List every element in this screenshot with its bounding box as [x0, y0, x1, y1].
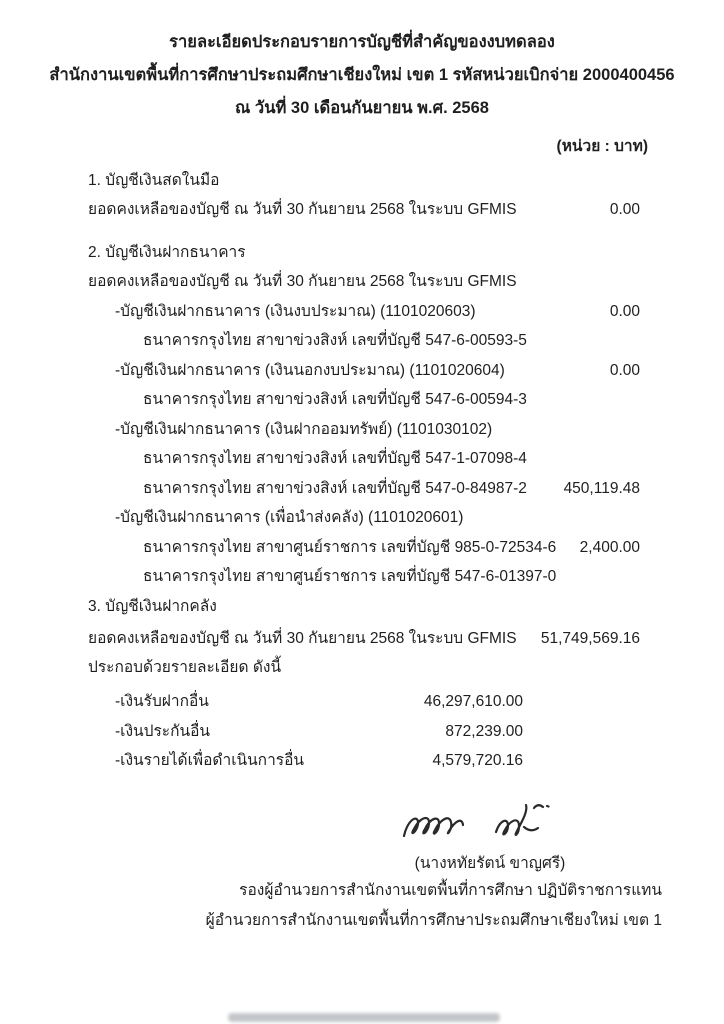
row-label: -บัญชีเงินฝากธนาคาร (เพื่อนำส่งคลัง) (1101020601) — [115, 509, 464, 526]
row-label: ธนาคารกรุงไทย สาขาข่วงสิงห์ เลขที่บัญชี 547-6-00593-5 — [143, 332, 527, 349]
doc-title-line1: รายละเอียดประกอบรายการบัญชีที่สำคัญของงบทดลอง — [169, 33, 555, 51]
detail-row — [88, 200, 640, 220]
detail-row — [88, 658, 640, 678]
detail-row — [88, 508, 640, 528]
section-3-heading: 3. บัญชีเงินฝากคลัง — [88, 598, 217, 615]
detail-row — [88, 272, 640, 292]
row-label: -บัญชีเงินฝากธนาคาร (เงินฝากออมทรัพย์) (1101030102) — [115, 421, 493, 438]
detail-row — [88, 390, 640, 410]
detail-row — [88, 538, 640, 558]
amount-value: 872,239.00 — [445, 723, 523, 740]
detail-row — [88, 629, 640, 649]
amount-value: 51,749,569.16 — [540, 630, 640, 647]
row-label: -เงินประกันอื่น — [115, 723, 210, 740]
row-label: ธนาคารกรุงไทย สาขาข่วงสิงห์ เลขที่บัญชี 547-6-00594-3 — [143, 391, 527, 408]
amount-value: 0.00 — [609, 362, 640, 379]
detail-row — [88, 479, 640, 499]
amount-value: 0.00 — [609, 201, 640, 218]
row-label: -เงินรายได้เพื่อดำเนินการอื่น — [115, 752, 304, 769]
detail-row — [88, 302, 640, 322]
row-label: ยอดคงเหลือของบัญชี ณ วันที่ 30 กันยายน 2568 ในระบบ GFMIS — [88, 630, 517, 647]
doc-title-line2: สำนักงานเขตพื้นที่การศึกษาประถมศึกษาเชียงใหม่ เขต 1 รหัสหน่วยเบิกจ่าย 2000400456 — [49, 66, 675, 84]
row-label: -เงินรับฝากอื่น — [115, 693, 209, 710]
signer-name: (นางหทัยรัตน์ ขาญศรี) — [414, 855, 566, 872]
section-1-heading: 1. บัญชีเงินสดในมือ — [88, 172, 220, 189]
unit-note: (หน่วย : บาท) — [556, 138, 648, 155]
detail-row — [88, 449, 640, 469]
signer-role-line1: รองผู้อำนวยการสำนักงานเขตพื้นที่การศึกษา ปฏิบัติราชการแทน — [239, 882, 662, 899]
amount-value: 2,400.00 — [579, 539, 640, 556]
row-label: ยอดคงเหลือของบัญชี ณ วันที่ 30 กันยายน 2568 ในระบบ GFMIS — [88, 273, 517, 290]
row-label: ประกอบด้วยรายละเอียด ดังนี้ — [88, 659, 282, 676]
amount-value: 0.00 — [609, 303, 640, 320]
detail-row — [88, 331, 640, 351]
detail-row — [88, 567, 640, 587]
scan-artifact — [228, 1013, 500, 1022]
amount-value: 450,119.48 — [563, 480, 640, 497]
row-label: ธนาคารกรุงไทย สาขาศูนย์ราชการ เลขที่บัญชี 985-0-72534-6 — [143, 539, 557, 556]
detail-row — [88, 751, 640, 771]
row-label: -บัญชีเงินฝากธนาคาร (เงินนอกงบประมาณ) (1101020604) — [115, 362, 505, 379]
amount-value: 46,297,610.00 — [423, 693, 523, 710]
row-label: ธนาคารกรุงไทย สาขาข่วงสิงห์ เลขที่บัญชี 547-0-84987-2 — [143, 480, 527, 497]
detail-row — [88, 420, 640, 440]
amount-value: 4,579,720.16 — [432, 752, 523, 769]
row-label: -บัญชีเงินฝากธนาคาร (เงินงบประมาณ) (1101020603) — [115, 303, 476, 320]
signature-image — [398, 800, 573, 852]
section-2-heading: 2. บัญชีเงินฝากธนาคาร — [88, 244, 246, 261]
detail-row — [88, 361, 640, 381]
signer-role-line2: ผู้อำนวยการสำนักงานเขตพื้นที่การศึกษาประถมศึกษาเชียงใหม่ เขต 1 — [205, 912, 662, 929]
row-label: ธนาคารกรุงไทย สาขาข่วงสิงห์ เลขที่บัญชี 547-1-07098-4 — [143, 450, 527, 467]
row-label: ธนาคารกรุงไทย สาขาศูนย์ราชการ เลขที่บัญชี 547-6-01397-0 — [143, 568, 557, 585]
detail-row — [88, 692, 640, 712]
row-label: ยอดคงเหลือของบัญชี ณ วันที่ 30 กันยายน 2568 ในระบบ GFMIS — [88, 201, 517, 218]
detail-row — [88, 722, 640, 742]
doc-title-line3: ณ วันที่ 30 เดือนกันยายน พ.ศ. 2568 — [235, 99, 489, 117]
